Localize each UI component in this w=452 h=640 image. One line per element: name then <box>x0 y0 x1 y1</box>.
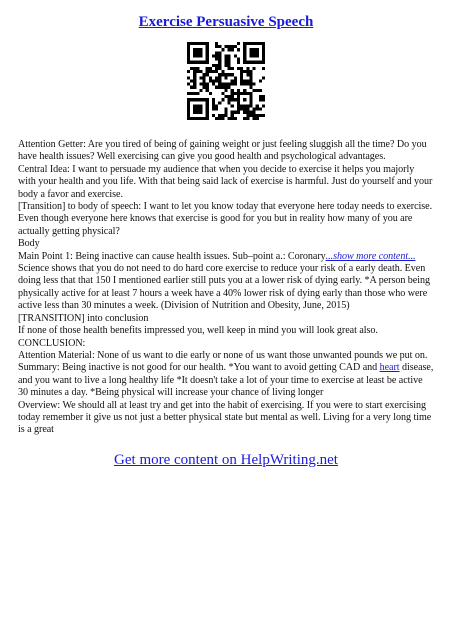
paragraph-health-benefits: If none of those health benefits impressed you, well keep in mind you will look great also. <box>18 325 378 337</box>
summary-text-after: disease, and you want to live a long healthy life *It doesn't take a lot of your time to exercise at least be active 30 minutes a day. *Being physical will increase your chance of living longer <box>18 362 434 399</box>
paragraph-main-point <box>18 251 434 313</box>
main-point-text: Main Point 1: Being inactive can cause health issues. Sub–point a.: Coronary <box>18 250 326 262</box>
heart-link[interactable]: heart <box>379 362 400 374</box>
qr-code-icon <box>187 42 265 120</box>
paragraph-summary <box>18 362 434 399</box>
document-body <box>18 139 434 437</box>
paragraph-central-idea: Central Idea: I want to persuade my audience that when you decide to exercise it helps you majorly with your health and you life. With that being said lack of exercise is harmful. Just do yourself and your body a favor and exercise. <box>18 163 433 200</box>
document-title[interactable]: Exercise Persuasive Speech <box>138 14 314 30</box>
paragraph-attention-getter: Attention Getter: Are you tired of being of gaining weight or just feeling sluggish all the time? Do you have health issues? Well exercising can give you good health and psychological advantages. <box>18 139 427 163</box>
paragraph-attention-material: Attention Material: None of us want to die early or none of us want those unwanted pounds we put on. <box>18 349 428 361</box>
paragraph-transition-conclusion: [TRANSITION] into conclusion <box>18 312 149 324</box>
paragraph-conclusion-heading: CONCLUSION: <box>18 337 86 349</box>
show-more-link[interactable]: ...show more content... <box>325 250 416 262</box>
paragraph-transition-body: [Transition] to body of speech: I want to let you know today that everyone here today needs to exercise. Even though everyone here knows that exercise is good for you but in reality how many of you are actually getting physical? <box>18 201 433 237</box>
main-point-continuation: Science shows that you do not need to do hard core exercise to reduce your risk of a early death. Even doing less that that 150 I mentioned earlier still puts you at a lower risk of dying early. *A person being physically active for at least 7 hours a week have a 40% lower risk of dying early than those who were active less than 30 minutes a week. (Division of Nutrition and Obesity, June, 2015) <box>18 263 430 312</box>
paragraph-overview: Overview: We should all at least try and get into the habit of exercising. If you were to start exercising today remember it give us not just a better physical state but mental as well. Living for a very long time is a great <box>18 399 432 436</box>
paragraph-body-heading: Body <box>18 238 40 250</box>
footer-link[interactable]: Get more content on HelpWriting.net <box>114 452 338 468</box>
summary-text-before: Summary: Being inactive is not good for our health. *You want to avoid getting CAD and <box>18 362 378 374</box>
